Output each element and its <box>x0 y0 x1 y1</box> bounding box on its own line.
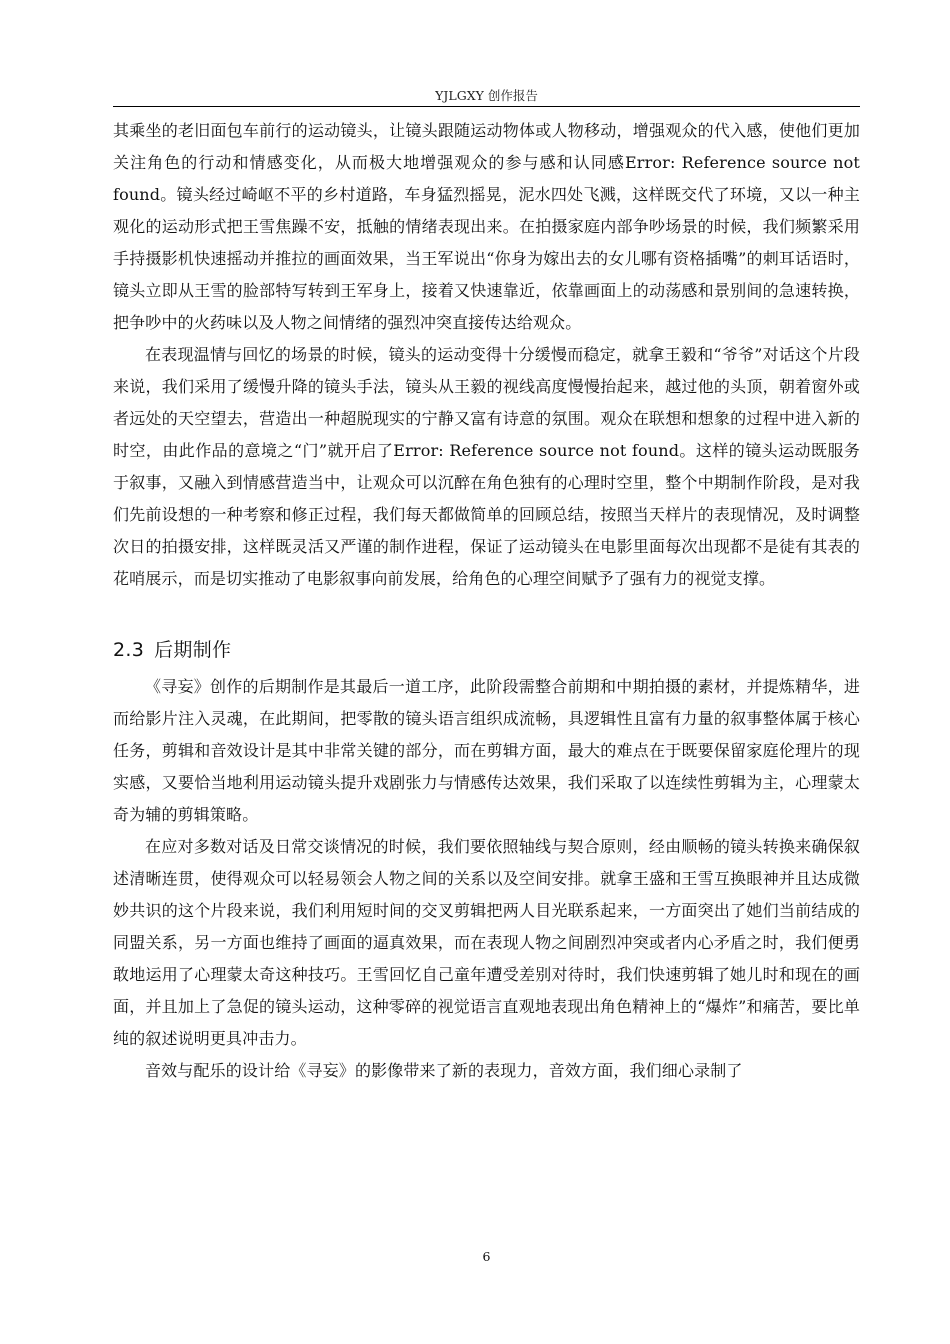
document-body <box>113 115 860 1087</box>
paragraph-continued: 其乘坐的老旧面包车前行的运动镜头，让镜头跟随运动物体或人物移动，增强观众的代入感，使他们更加关注角色的行动和情感变化，从而极大地增强观众的参与感和认同感Error: Reference source not found。镜头经过崎岖不平的乡村道路，车身猛烈摇晃，泥水四处飞溅，这样既交代了环境，又以一种主观化的运动形式把王雪焦躁不安，抵触的情绪表现出来。在拍摄家庭内部争吵场景的时候，我们频繁采用手持摄影机快速摇动并推拉的画面效果，当王军说出“你身为嫁出去的女儿哪有资格插嘴”的刺耳话语时，镜头立即从王雪的脸部特写转到王军身上，接着又快速靠近，依靠画面上的动荡感和景别间的急速转换，把争吵中的火药味以及人物之间情绪的强烈冲突直接传达给观众。 <box>113 121 860 332</box>
paragraph: 在表现温情与回忆的场景的时候，镜头的运动变得十分缓慢而稳定，就拿王毅和“爷爷”对话这个片段来说，我们采用了缓慢升降的镜头手法，镜头从王毅的视线高度慢慢抬起来，越过他的头顶，朝着窗外或者远处的天空望去，营造出一种超脱现实的宁静又富有诗意的氛围。观众在联想和想象的过程中进入新的 时空，由此作品的意境之“门”就开启了Error: Reference source not found。这样的镜头运动既服务于叙事，又融入到情感营造当中，让观众可以沉醉在角色独有的心理时空里，整个中期制作阶段，是对我们先前设想的一种考察和修正过程，我们每天都做简单的回顾总结，按照当天样片的表现情况，及时调整次日的拍摄安排，这样既灵活又严谨的制作进程，保证了运动镜头在电影里面每次出现都不是徒有其表的花哨展示，而是切实推动了电影叙事向前发展，给角色的心理空间赋予了强有力的视觉支撑。 <box>113 345 860 588</box>
paragraph: 在应对多数对话及日常交谈情况的时候，我们要依照轴线与契合原则，经由顺畅的镜头转换来确保叙述清晰连贯，使得观众可以轻易领会人物之间的关系以及空间安排。就拿王盛和王雪互换眼神并且达成微妙共识的这个片段来说，我们利用短时间的交叉剪辑把两人目光联系起来，一方面突出了她们当前结成的同盟关系，另一方面也维持了画面的逼真效果，而在表现人物之间剧烈冲突或者内心矛盾之时，我们便勇敢地运用了心理蒙太奇这种技巧。王雪回忆自己童年遭受差别对待时，我们快速剪辑了她儿时和现在的画面，并且加上了急促的镜头运动，这种零碎的视觉语言直观地表现出角色精神上的“爆炸”和痛苦，要比单纯的叙述说明更具冲击力。 <box>113 837 860 1048</box>
section-heading <box>113 635 860 665</box>
header-divider <box>113 106 860 107</box>
page-number: 6 <box>482 1249 491 1264</box>
section-title: 后期制作 <box>154 639 232 661</box>
paragraph: 《寻妄》创作的后期制作是其最后一道工序，此阶段需整合前期和中期拍摄的素材，并提炼精华，进而给影片注入灵魂，在此期间，把零散的镜头语言组织成流畅，具逻辑性且富有力量的叙事整体属于核心任务，剪辑和音效设计是其中非常关键的部分，而在剪辑方面，最大的难点在于既要保留家庭伦理片的现实感，又要恰当地利用运动镜头提升戏剧张力与情感传达效果，我们采取了以连续性剪辑为主，心理蒙太奇为辅的剪辑策略。 <box>113 677 860 824</box>
section-number: 2.3 <box>113 639 145 661</box>
paragraph: 音效与配乐的设计给《寻妄》的影像带来了新的表现力，音效方面，我们细心录制了 <box>145 1061 743 1080</box>
running-header: YJLGXY 创作报告 <box>435 88 538 103</box>
